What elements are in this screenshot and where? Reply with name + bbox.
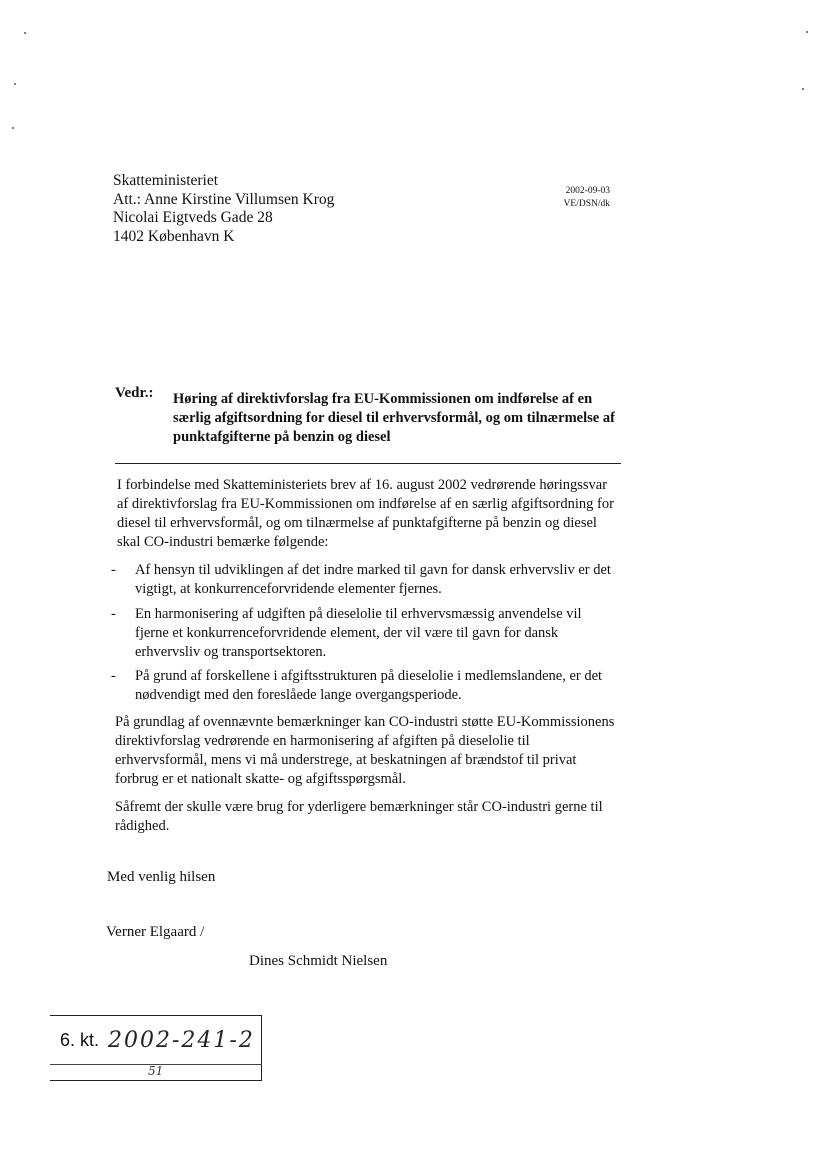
subject-divider	[115, 463, 621, 464]
closing-greeting: Med venlig hilsen	[107, 869, 216, 885]
recipient-line-attention: Att.: Anne Kirstine Villumsen Krog	[113, 190, 335, 208]
scan-speck	[806, 31, 808, 33]
bullet-text: Af hensyn til udviklingen af det indre marked til gavn for dansk erhvervsliv er det vigtigt, at konkurrenceforvridende elementer fjernes.	[135, 562, 611, 597]
stamp-label: 6. kt.	[60, 1030, 100, 1050]
signer-name-2: Dines Schmidt Nielsen	[249, 953, 388, 969]
recipient-line-ministry: Skatteministeriet	[113, 172, 219, 189]
scan-speck	[24, 32, 26, 34]
subject-label: Vedr.:	[115, 385, 154, 401]
recipient-line-city: 1402 København K	[113, 227, 235, 245]
recipient-line-street: Nicolai Eigtveds Gade 28	[113, 209, 273, 226]
bullet-marker: -	[111, 606, 116, 622]
scan-speck	[12, 127, 14, 129]
letter-ref-code: VE/DSN/dk	[563, 199, 610, 209]
bullet-text: En harmonisering af udgiften på dieselolie til erhvervsmæssig anvendelse vil fjerne et konkurrenceforvridende element, der vil være til gavn for dansk erhvervsliv og transportsektoren.	[135, 606, 582, 660]
availability-paragraph: Såfremt der skulle være brug for yderligere bemærkninger står CO-industri gerne til rådighed.	[115, 799, 603, 834]
intro-paragraph: I forbindelse med Skatteministeriets brev af 16. august 2002 vedrørende høringssvar af direktivforslag fra EU-Kommissionen om indførelse af en særlig afgiftsordning for diesel til erhvervsformål, og om tilnærmelse af punktafgifterne på benzin og diesel skal CO-industri bemærke følgende:	[117, 477, 614, 550]
subject-text: Høring af direktivforslag fra EU-Kommissionen om indførelse af en særlig afgiftsordning for diesel til erhvervsformål, og om tilnærmelse af punktafgifterne på benzin og diesel	[173, 391, 615, 445]
recipient-address	[113, 172, 334, 246]
handwritten-case-number: 2002-241-2	[108, 1028, 255, 1053]
bullet-marker: -	[111, 668, 116, 684]
support-paragraph: På grundlag af ovennævnte bemærkninger kan CO-industri støtte EU-Kommissionens direktivforslag vedrørende en harmonisering af afgiften på dieselolie til erhvervsformål, mens vi må understrege, at beskatningen af brændstof til privat forbrug er et nationalt skatte- og afgiftsspørgsmål.	[115, 714, 615, 787]
letter-date: 2002-09-03	[565, 186, 610, 196]
signer-name-1: Verner Elgaard /	[106, 924, 205, 940]
bullet-text: På grund af forskellene i afgiftsstrukturen på dieselolie i medlemslandene, er det nødvendigt med den foreslåede lange overgangsperiode.	[135, 668, 603, 703]
scan-speck	[802, 88, 804, 90]
letter-reference	[540, 185, 610, 211]
bullet-marker: -	[111, 562, 116, 578]
scan-speck	[14, 83, 16, 85]
handwritten-note: 51	[148, 1064, 164, 1078]
